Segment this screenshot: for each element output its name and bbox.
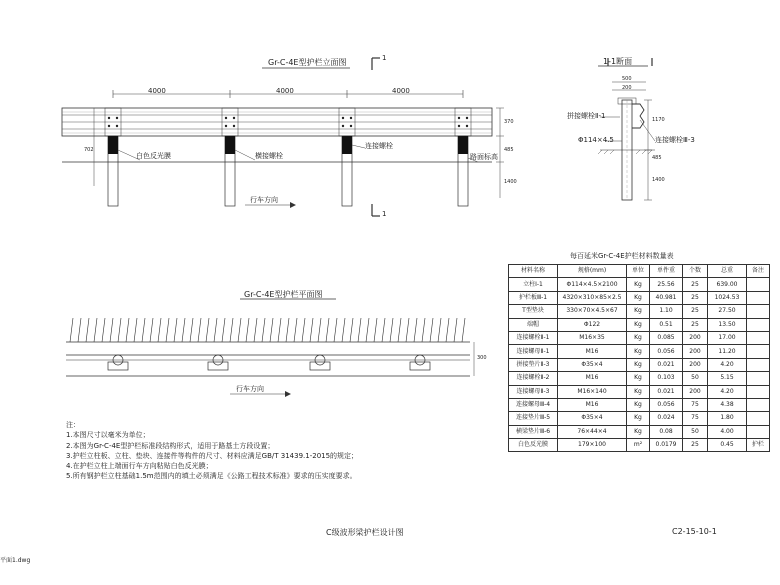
notes-block bbox=[66, 420, 358, 482]
table-cell: 1024.53 bbox=[708, 291, 747, 304]
table-cell: Kg bbox=[627, 398, 650, 411]
note-item: 3.护栏立柱板、立柱、垫块、连接件等构件的尺寸、材料应满足GB/T 31439.1-2015的规定； bbox=[66, 451, 359, 460]
table-cell: 护栏 bbox=[747, 439, 770, 452]
section-title: 1-1断面 bbox=[603, 57, 633, 66]
section-dim-right-2: 485 bbox=[652, 155, 662, 161]
table-cell: 拼接垫片Ⅱ-3 bbox=[509, 358, 558, 371]
table-cell: Φ35×4 bbox=[558, 412, 627, 425]
table-cell: 4.00 bbox=[708, 425, 747, 438]
note-item: 5.所有钢护栏立柱基础1.5m范围内的填土必须满足《公路工程技术标准》要求的压实度要求。 bbox=[66, 472, 357, 481]
table-row bbox=[509, 291, 770, 304]
section-mark-top: 1 bbox=[382, 54, 387, 62]
table-cell: Kg bbox=[627, 412, 650, 425]
table-cell: 200 bbox=[683, 358, 708, 371]
table-cell: Kg bbox=[627, 291, 650, 304]
road-surface-callout: 路面标高 bbox=[470, 153, 498, 161]
section-dim-top-1: 500 bbox=[622, 76, 632, 82]
table-row bbox=[509, 305, 770, 318]
table-cell bbox=[747, 305, 770, 318]
col-header: 单位 bbox=[627, 265, 650, 278]
table-cell bbox=[747, 291, 770, 304]
span-dim-2: 4000 bbox=[276, 87, 294, 95]
table-row bbox=[509, 412, 770, 425]
table-cell: 4.20 bbox=[708, 385, 747, 398]
table-cell: 25 bbox=[683, 278, 708, 291]
table-cell: 连接螺栓Ⅱ-2 bbox=[509, 372, 558, 385]
section-dim-right-1: 1170 bbox=[652, 117, 665, 123]
table-row bbox=[509, 398, 770, 411]
table-cell: 1.10 bbox=[650, 305, 683, 318]
table-cell: 横梁垫片Ⅲ-6 bbox=[509, 425, 558, 438]
table-cell: 50 bbox=[683, 372, 708, 385]
table-row bbox=[509, 372, 770, 385]
table-row bbox=[509, 278, 770, 291]
direction-label: 行车方向 bbox=[250, 196, 278, 204]
section-dim-right-3: 1400 bbox=[652, 177, 665, 183]
table-cell: 25 bbox=[683, 305, 708, 318]
table-cell: 连接垫片Ⅲ-5 bbox=[509, 412, 558, 425]
table-cell: 连接螺母Ⅱ-3 bbox=[509, 385, 558, 398]
section-mark-bottom: 1 bbox=[382, 210, 387, 218]
table-cell: M16 bbox=[558, 345, 627, 358]
table-cell: 75 bbox=[683, 398, 708, 411]
drawing-number: C2-15-10-1 bbox=[672, 527, 717, 536]
span-dim-3: 4000 bbox=[392, 87, 410, 95]
post-callout: Φ114×4.5 bbox=[578, 136, 614, 144]
elevation-title: Gr-C-4E型护栏立面图 bbox=[268, 58, 347, 67]
table-cell: M16×140 bbox=[558, 385, 627, 398]
table-cell: 5.15 bbox=[708, 372, 747, 385]
table-cell: 17.00 bbox=[708, 331, 747, 344]
table-cell bbox=[747, 331, 770, 344]
table-cell: 25 bbox=[683, 318, 708, 331]
table-cell: Φ114×4.5×2100 bbox=[558, 278, 627, 291]
table-cell: 连接螺母Ⅲ-4 bbox=[509, 398, 558, 411]
table-title: 每百延米Gr-C-4E护栏材料数量表 bbox=[570, 252, 674, 260]
table-cell: 0.45 bbox=[708, 439, 747, 452]
table-row bbox=[509, 345, 770, 358]
plan-width-dim: 300 bbox=[477, 355, 487, 361]
plan-direction-label: 行车方向 bbox=[236, 385, 264, 393]
table-cell: 0.08 bbox=[650, 425, 683, 438]
plan-title: Gr-C-4E型护栏平面图 bbox=[244, 290, 323, 299]
table-row bbox=[509, 358, 770, 371]
table-cell bbox=[747, 345, 770, 358]
material-table bbox=[508, 264, 770, 452]
table-cell: Kg bbox=[627, 345, 650, 358]
table-cell: 25.56 bbox=[650, 278, 683, 291]
table-cell: 护栏板Ⅲ-1 bbox=[509, 291, 558, 304]
table-row bbox=[509, 385, 770, 398]
table-cell: 25 bbox=[683, 439, 708, 452]
table-cell: 0.056 bbox=[650, 398, 683, 411]
table-cell: 0.056 bbox=[650, 345, 683, 358]
table-cell: 4.20 bbox=[708, 358, 747, 371]
table-cell: 200 bbox=[683, 345, 708, 358]
table-cell: Kg bbox=[627, 372, 650, 385]
section-dim-top-2: 200 bbox=[622, 85, 632, 91]
table-cell: Kg bbox=[627, 385, 650, 398]
col-header: 备注 bbox=[747, 265, 770, 278]
table-cell: T型垫块 bbox=[509, 305, 558, 318]
table-cell: 白色反光膜 bbox=[509, 439, 558, 452]
table-cell: 连接螺母Ⅱ-1 bbox=[509, 345, 558, 358]
conn-bolt-callout: 连接螺栓Ⅲ-3 bbox=[655, 136, 695, 144]
col-header: 单件重 bbox=[650, 265, 683, 278]
table-cell bbox=[747, 398, 770, 411]
side-dim-3: 1400 bbox=[504, 179, 517, 185]
table-cell: 4320×310×85×2.5 bbox=[558, 291, 627, 304]
col-header: 材料名称 bbox=[509, 265, 558, 278]
drawing-title: C级波形梁护栏设计图 bbox=[326, 528, 404, 537]
table-cell: 0.024 bbox=[650, 412, 683, 425]
table-cell: 200 bbox=[683, 385, 708, 398]
table-cell: 40.981 bbox=[650, 291, 683, 304]
table-cell: Kg bbox=[627, 305, 650, 318]
table-cell: 0.0179 bbox=[650, 439, 683, 452]
table-cell: 76×44×4 bbox=[558, 425, 627, 438]
table-cell: 0.021 bbox=[650, 358, 683, 371]
note-item: 2.本图为Gr-C-4E型护栏标准段结构形式，适用于路基土方段设置； bbox=[66, 441, 275, 450]
table-cell bbox=[747, 358, 770, 371]
table-cell: 立柱Ⅰ-1 bbox=[509, 278, 558, 291]
table-row bbox=[509, 318, 770, 331]
table-cell: 179×100 bbox=[558, 439, 627, 452]
note-item: 4.在护栏立柱上端面行车方向粘贴白色反光膜； bbox=[66, 462, 213, 471]
table-cell: 639.00 bbox=[708, 278, 747, 291]
col-header: 总重 bbox=[708, 265, 747, 278]
table-cell: 13.50 bbox=[708, 318, 747, 331]
col-header: 规格(mm) bbox=[558, 265, 627, 278]
table-cell: m² bbox=[627, 439, 650, 452]
table-cell: Kg bbox=[627, 425, 650, 438]
table-cell: 0.103 bbox=[650, 372, 683, 385]
bolt-long-callout: 横接螺栓 bbox=[255, 152, 283, 160]
bolt-conn-callout: 连接螺栓 bbox=[365, 142, 393, 150]
joint-bolt-callout: 拼接螺栓Ⅱ-1 bbox=[567, 112, 606, 120]
table-cell: Kg bbox=[627, 278, 650, 291]
table-cell: Φ122 bbox=[558, 318, 627, 331]
table-cell: M16×35 bbox=[558, 331, 627, 344]
table-cell: Φ35×4 bbox=[558, 358, 627, 371]
side-dim-left: 702 bbox=[84, 147, 94, 153]
table-cell: M16 bbox=[558, 398, 627, 411]
side-dim-2: 485 bbox=[504, 147, 514, 153]
side-dim-1: 370 bbox=[504, 119, 514, 125]
table-cell: 330×70×4.5×67 bbox=[558, 305, 627, 318]
file-name: 平面1.dwg bbox=[0, 557, 31, 564]
table-cell bbox=[747, 318, 770, 331]
table-cell: 11.20 bbox=[708, 345, 747, 358]
note-item: 1.本图尺寸以毫米为单位； bbox=[66, 431, 150, 440]
table-row bbox=[509, 425, 770, 438]
table-row bbox=[509, 439, 770, 452]
table-cell: 50 bbox=[683, 425, 708, 438]
table-row bbox=[509, 331, 770, 344]
table-cell: 连接螺栓Ⅱ-1 bbox=[509, 331, 558, 344]
table-cell: 25 bbox=[683, 291, 708, 304]
table-header-row bbox=[509, 265, 770, 278]
table-cell bbox=[747, 425, 770, 438]
table-cell: 1.80 bbox=[708, 412, 747, 425]
table-cell: 0.085 bbox=[650, 331, 683, 344]
table-cell: Kg bbox=[627, 331, 650, 344]
table-cell: 75 bbox=[683, 412, 708, 425]
table-cell: Kg bbox=[627, 358, 650, 371]
reflector-callout: 白色反光膜 bbox=[136, 152, 171, 160]
notes-heading: 注： bbox=[66, 421, 80, 429]
table-cell: 4.38 bbox=[708, 398, 747, 411]
table-cell: 0.021 bbox=[650, 385, 683, 398]
table-cell bbox=[747, 372, 770, 385]
table-cell: Kg bbox=[627, 318, 650, 331]
table-cell: M16 bbox=[558, 372, 627, 385]
table-cell: 端帽 bbox=[509, 318, 558, 331]
table-cell: 27.50 bbox=[708, 305, 747, 318]
table-cell: 0.51 bbox=[650, 318, 683, 331]
table-cell bbox=[747, 278, 770, 291]
table-cell bbox=[747, 385, 770, 398]
span-dim-1: 4000 bbox=[148, 87, 166, 95]
table-cell bbox=[747, 412, 770, 425]
col-header: 个数 bbox=[683, 265, 708, 278]
table-cell: 200 bbox=[683, 331, 708, 344]
